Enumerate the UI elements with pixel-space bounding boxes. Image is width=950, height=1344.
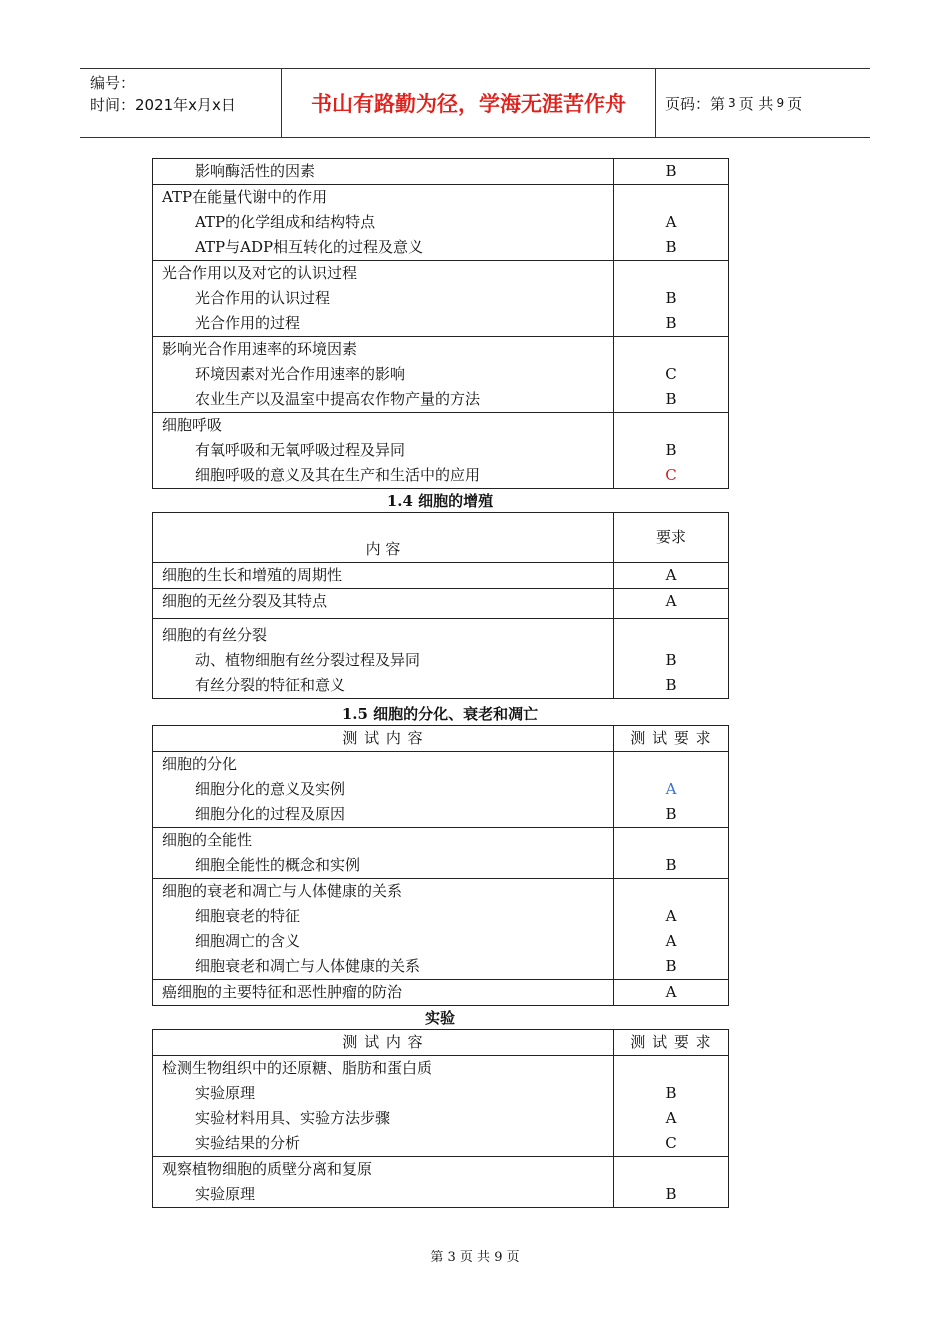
- category-label: 细胞的有丝分裂: [162, 626, 268, 644]
- requirement-grade: B: [665, 856, 677, 874]
- requirement-grade: A: [665, 932, 677, 950]
- section-title: 实验: [424, 1009, 455, 1027]
- page-current: 3: [728, 96, 736, 110]
- item-label: 农业生产以及温室中提高农作物产量的方法: [195, 390, 481, 408]
- requirement-grade: B: [665, 1185, 677, 1203]
- item-label: 实验原理: [195, 1185, 256, 1203]
- requirement-grade: B: [665, 676, 677, 694]
- page-header: [80, 68, 870, 138]
- requirement-grade: A: [665, 1109, 677, 1127]
- item-label: 细胞分化的过程及原因: [195, 805, 346, 823]
- requirement-grade: B: [665, 314, 677, 332]
- table-header-row: [153, 726, 729, 752]
- requirement-grade: B: [665, 651, 677, 669]
- requirement-grade: A: [665, 213, 677, 231]
- table-row: [153, 337, 729, 413]
- item-label: 细胞的生长和增殖的周期性: [162, 566, 343, 584]
- table-header-row: [153, 513, 729, 563]
- page-mid: 页 共: [738, 94, 774, 113]
- table-metabolism: [152, 158, 729, 489]
- item-label: 有丝分裂的特征和意义: [195, 676, 346, 694]
- requirement-grade: B: [665, 805, 677, 823]
- item-label: 细胞分化的意义及实例: [195, 780, 346, 798]
- requirement-grade: B: [665, 238, 677, 256]
- table-row: [153, 413, 729, 489]
- column-header-requirement: 测 试 要 求: [630, 729, 712, 747]
- requirement-grade: A: [665, 566, 677, 584]
- item-label: 动、植物细胞有丝分裂过程及异同: [195, 651, 421, 669]
- column-header-requirement: 测 试 要 求: [630, 1033, 712, 1051]
- table-row: [153, 261, 729, 337]
- table-row: [153, 879, 729, 980]
- item-label: 实验原理: [195, 1084, 256, 1102]
- column-header-requirement: 要求: [655, 528, 686, 546]
- table-row: [153, 619, 729, 699]
- item-label: 细胞呼吸的意义及其在生产和生活中的应用: [195, 466, 481, 484]
- item-label: 光合作用的过程: [195, 314, 301, 332]
- motto: 书山有路勤为径，学海无涯苦作舟: [281, 69, 656, 137]
- item-label: 细胞衰老和凋亡与人体健康的关系: [195, 957, 421, 975]
- requirement-grade: B: [665, 289, 677, 307]
- item-label: 环境因素对光合作用速率的影响: [195, 365, 406, 383]
- category-label: 观察植物细胞的质壁分离和复原: [162, 1160, 373, 1178]
- item-label: ATP的化学组成和结构特点: [195, 213, 376, 231]
- page-total: 9: [776, 96, 785, 110]
- requirement-grade: B: [665, 441, 677, 459]
- requirement-grade: A: [665, 907, 677, 925]
- category-label: 影响光合作用速率的环境因素: [162, 340, 358, 358]
- category-label: 细胞的分化: [162, 755, 238, 773]
- item-label: 细胞全能性的概念和实例: [195, 856, 361, 874]
- item-label: 细胞的无丝分裂及其特点: [162, 592, 328, 610]
- requirement-grade: B: [665, 957, 677, 975]
- page-indicator: [655, 69, 870, 137]
- item-label: 细胞衰老的特征: [195, 907, 301, 925]
- item-label: 光合作用的认识过程: [195, 289, 331, 307]
- table-row: [153, 1157, 729, 1208]
- number-label: 编号：: [90, 74, 136, 92]
- table-row: [153, 752, 729, 828]
- item-label: 细胞凋亡的含义: [195, 932, 301, 950]
- requirement-grade: C: [665, 1134, 677, 1152]
- category-label: 检测生物组织中的还原糖、脂肪和蛋白质: [162, 1059, 433, 1077]
- table-row: [153, 159, 729, 185]
- requirement-grade: C: [665, 365, 677, 383]
- item-label: 实验材料用具、实验方法步骤: [195, 1109, 391, 1127]
- table-row: [153, 185, 729, 261]
- table-header-row: [153, 1030, 729, 1056]
- section-title: 1.5 细胞的分化、衰老和凋亡: [341, 705, 539, 723]
- item-label: 影响酶活性的因素: [195, 162, 316, 180]
- table-proliferation: [152, 512, 729, 699]
- requirement-grade: B: [665, 390, 677, 408]
- category-label: 光合作用以及对它的认识过程: [162, 264, 358, 282]
- table-row: [153, 563, 729, 589]
- table-row: [153, 589, 729, 619]
- table-row: [153, 1056, 729, 1157]
- item-label: 实验结果的分析: [195, 1134, 301, 1152]
- page-suffix: 页: [787, 94, 803, 113]
- table-row: [153, 980, 729, 1006]
- requirement-grade: A: [665, 983, 677, 1001]
- item-label: 有氧呼吸和无氧呼吸过程及异同: [195, 441, 406, 459]
- table-experiments: [152, 1029, 729, 1208]
- category-label: ATP在能量代谢中的作用: [162, 188, 328, 206]
- column-header-content: 测 试 内 容: [342, 1033, 424, 1051]
- time-label: 时间：2021年x月x日: [90, 96, 236, 114]
- category-label: 细胞呼吸: [162, 416, 223, 434]
- requirement-grade: C: [665, 466, 677, 484]
- header-meta: [80, 69, 281, 137]
- column-header-content: 测 试 内 容: [342, 729, 424, 747]
- item-label: ATP与ADP相互转化的过程及意义: [195, 238, 424, 256]
- requirement-grade: B: [665, 162, 677, 180]
- category-label: 细胞的衰老和凋亡与人体健康的关系: [162, 882, 403, 900]
- page-prefix: 页码：第: [665, 94, 726, 113]
- requirement-grade: A: [665, 780, 677, 798]
- category-label: 细胞的全能性: [162, 831, 253, 849]
- page-footer: 第 3 页 共 9 页: [430, 1250, 520, 1265]
- requirement-grade: A: [665, 592, 677, 610]
- section-title: 1.4 细胞的增殖: [386, 492, 494, 510]
- table-differentiation: [152, 725, 729, 1006]
- item-label: 癌细胞的主要特征和恶性肿瘤的防治: [162, 983, 403, 1001]
- requirement-grade: B: [665, 1084, 677, 1102]
- column-header-content: 内 容: [365, 540, 401, 558]
- table-row: [153, 828, 729, 879]
